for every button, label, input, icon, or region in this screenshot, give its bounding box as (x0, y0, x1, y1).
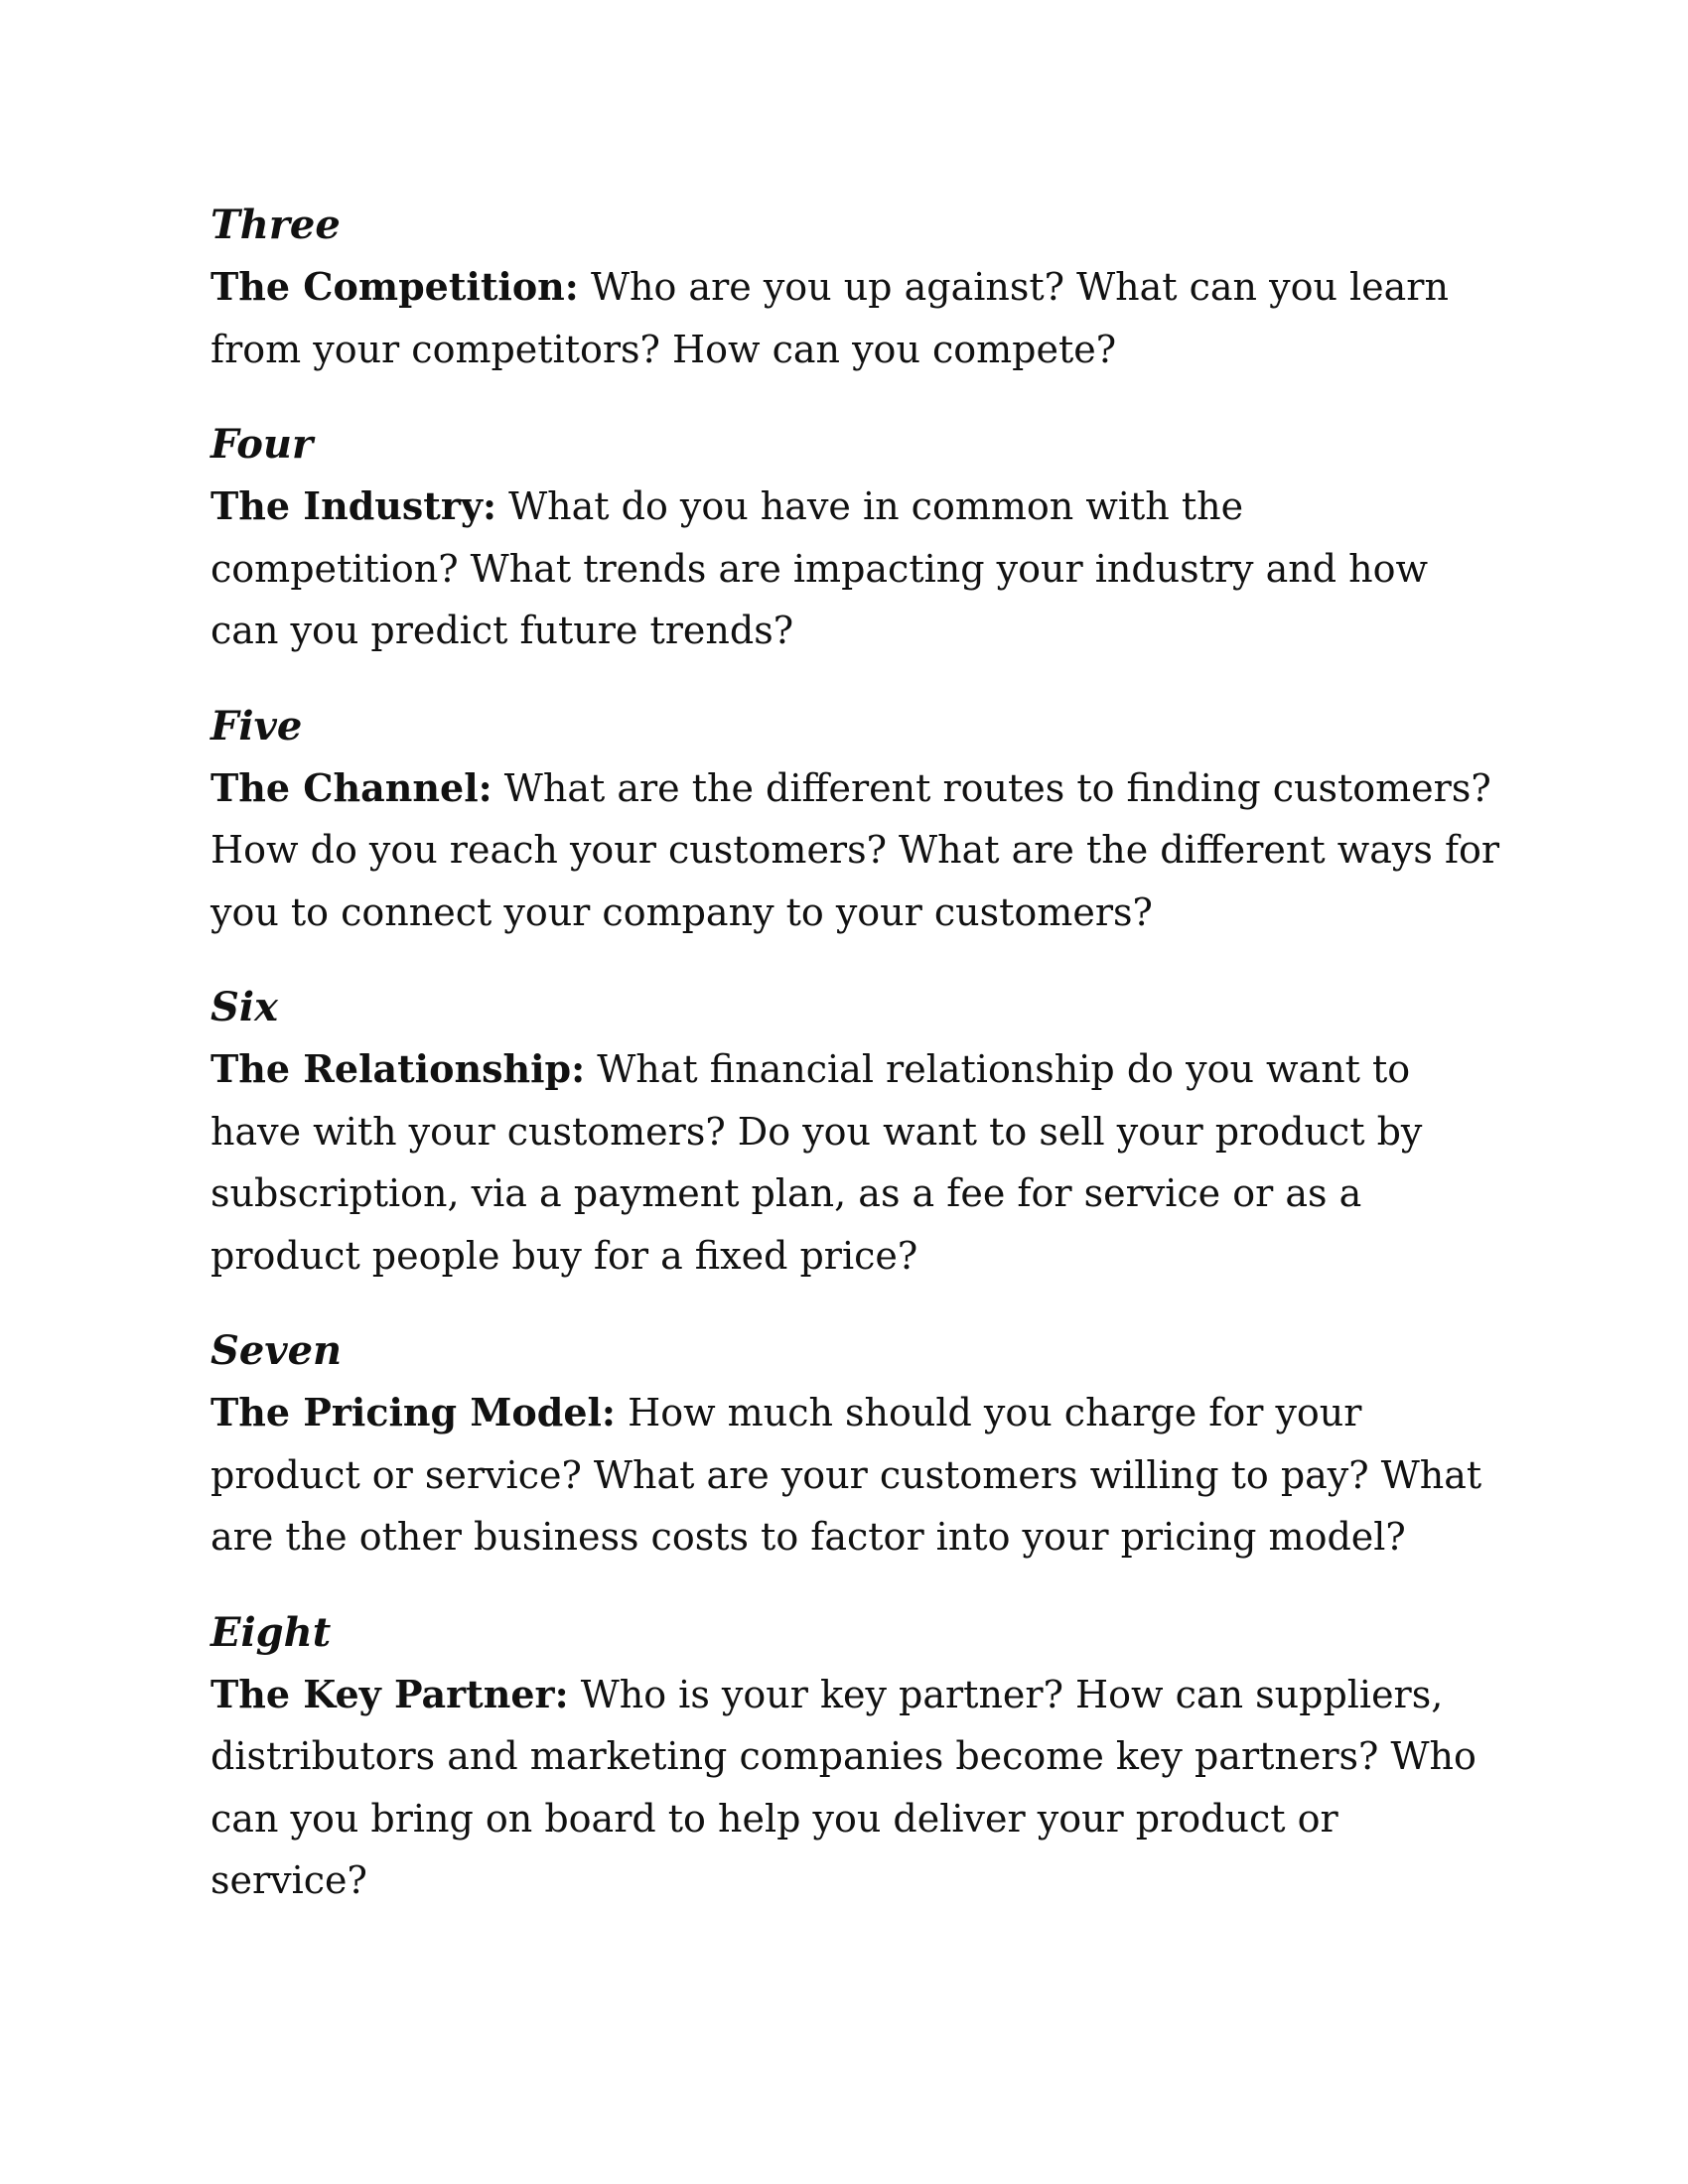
section-heading: The Competition: (211, 264, 579, 309)
section-body (211, 256, 1501, 380)
section-number: Eight (211, 1608, 332, 1656)
section-heading: The Industry: (211, 483, 496, 528)
section-body (211, 476, 1501, 662)
section-text: Who is your key partner? How can suppliers, distributors and marketing companies become key partners? Who can you bring on board to help you deliver your product or service? (211, 1672, 1477, 1902)
section-text: How much should you charge for your product or service? What are your customers willing to pay? What are the other business costs to factor into your pricing model? (211, 1391, 1482, 1559)
section-number: Seven (211, 1327, 343, 1374)
section-body (211, 1664, 1501, 1912)
section-three (211, 195, 1501, 380)
section-text: Who are you up against? What can you learn from your competitors? How can you compete? (211, 265, 1449, 371)
section-number: Six (211, 984, 278, 1030)
section-heading: The Pricing Model: (211, 1390, 616, 1434)
section-four (211, 414, 1501, 662)
section-heading: The Channel: (211, 764, 492, 810)
section-number: Four (211, 421, 314, 468)
section-seven (211, 1320, 1501, 1569)
section-text: What are the different routes to finding customers? How do you reach your customers? What are the different ways for you to connect your company to your customers? (211, 765, 1500, 934)
section-eight (211, 1602, 1501, 1912)
section-body (211, 1038, 1501, 1287)
section-body (211, 1382, 1501, 1569)
section-heading: The Relationship: (211, 1046, 586, 1091)
section-five (211, 696, 1501, 944)
document-page (211, 195, 1501, 1946)
section-heading: The Key Partner: (211, 1671, 569, 1716)
section-body (211, 757, 1501, 944)
section-number: Three (211, 202, 341, 248)
section-text: What financial relationship do you want to have with your customers? Do you want to sell your product by subscription, via a payment plan, as a fee for service or as a product people buy for a fixed price? (211, 1047, 1423, 1278)
section-six (211, 977, 1501, 1287)
section-number: Five (211, 702, 303, 750)
section-text: What do you have in common with the competition? What trends are impacting your industry and how can you predict future trends? (211, 484, 1429, 652)
